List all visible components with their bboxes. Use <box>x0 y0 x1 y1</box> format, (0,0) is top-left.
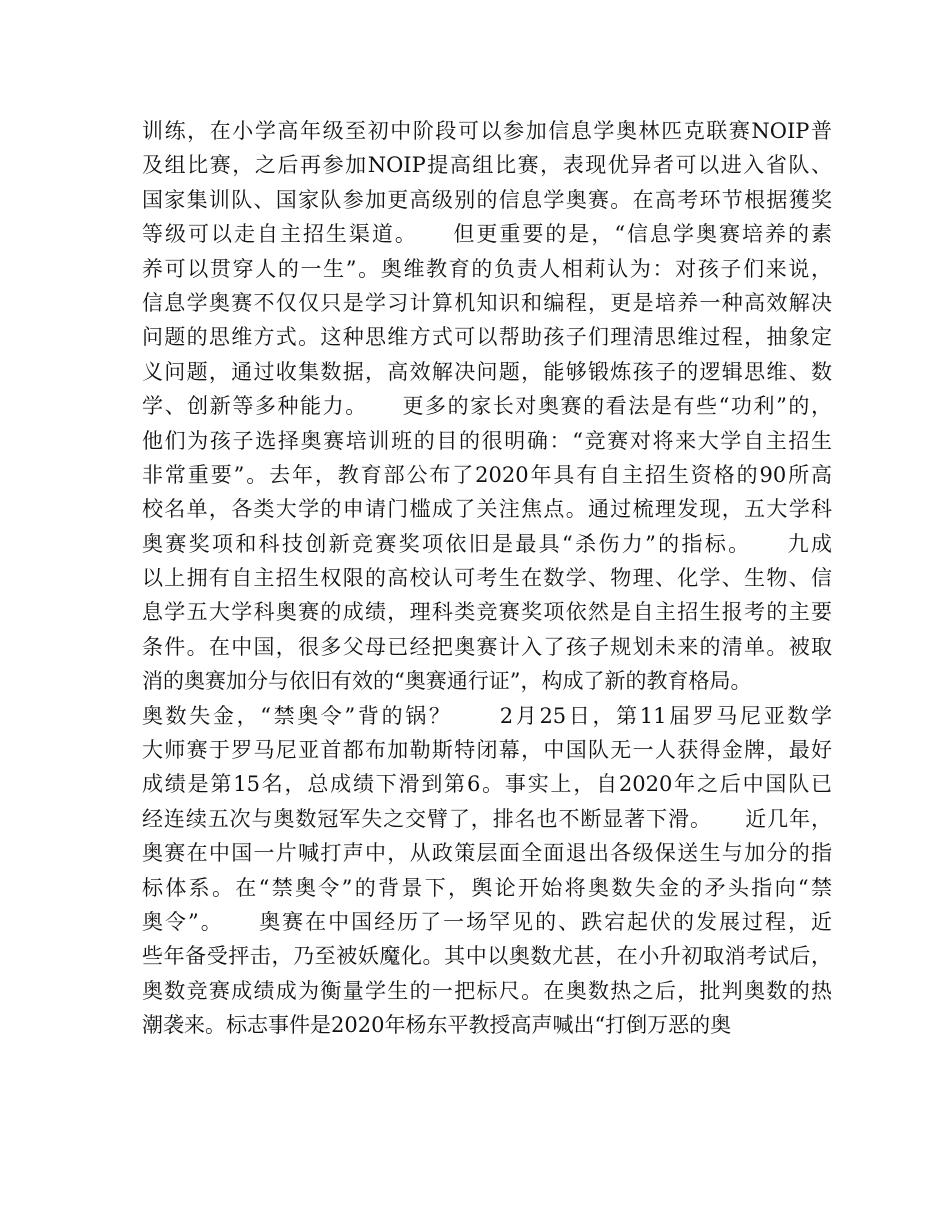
text-line: 消的奥赛加分与依旧有效的“奥赛通行证”，构成了新的教育格局。 <box>142 669 752 694</box>
text-line: 奥赛奖项和科技创新竞赛奖项依旧是最具“杀伤力”的指标。 九成 <box>142 531 832 556</box>
text-line: 潮袭来。标志事件是2020年杨东平教授高声喊出“打倒万恶的奥 <box>142 1013 732 1038</box>
text-line: 及组比赛，之后再参加NOIP提高组比赛，表现优异者可以进入省队、 <box>142 153 832 178</box>
text-line: 奥数竞赛成绩成为衡量学生的一把标尺。在奥数热之后，批判奥数的热 <box>142 978 832 1003</box>
text-line: 奥令”。 奥赛在中国经历了一场罕见的、跌宕起伏的发展过程，近 <box>142 909 832 934</box>
text-line: 息学五大学科奥赛的成绩，理科类竞赛奖项依然是自主招生报考的主要 <box>142 600 832 625</box>
text-line: 条件。在中国，很多父母已经把奥赛计入了孩子规划未来的清单。被取 <box>142 634 832 659</box>
text-line: 标体系。在“禁奥令”的背景下，舆论开始将奥数失金的矛头指向“禁 <box>142 875 832 900</box>
text-line: 他们为孩子选择奥赛培训班的目的很明确：“竞赛对将来大学自主招生 <box>142 428 832 453</box>
text-line: 经连续五次与奥数冠军失之交臂了，排名也不断显著下滑。 近几年， <box>142 806 832 831</box>
text-line: 奥赛在中国一片喊打声中，从政策层面全面退出各级保送生与加分的指 <box>142 841 832 866</box>
text-line: 养可以贯穿人的一生”。奥维教育的负责人相莉认为：对孩子们来说， <box>142 256 832 281</box>
text-line: 问题的思维方式。这种思维方式可以帮助孩子们理清思维过程，抽象定 <box>142 325 832 350</box>
text-line: 校名单，各类大学的申请门槛成了关注焦点。通过梳理发现，五大学科 <box>142 497 832 522</box>
text-line: 训练，在小学高年级至初中阶段可以参加信息学奥林匹克联赛NOIP普 <box>142 119 832 143</box>
text-line: 国家集训队、国家队参加更高级别的信息学奥赛。在高考环节根据獲奖 <box>142 187 832 212</box>
text-line: 学、创新等多种能力。 更多的家长对奥赛的看法是有些“功利”的， <box>142 394 832 419</box>
text-line: 等级可以走自主招生渠道。 但更重要的是，“信息学奥赛培养的素 <box>142 222 832 247</box>
body-text <box>142 114 832 1043</box>
text-line: 奥数失金，“禁奥令”背的锅？ 2月25日，第11届罗马尼亚数学 <box>142 703 832 728</box>
text-line: 些年备受抨击，乃至被妖魔化。其中以奥数尤甚，在小升初取消考试后， <box>142 944 832 969</box>
text-line: 成绩是第15名，总成绩下滑到第6。事实上，自2020年之后中国队已 <box>142 772 832 797</box>
text-line: 义问题，通过收集数据，高效解决问题，能够锻炼孩子的逻辑思维、数 <box>142 359 832 384</box>
text-line: 以上拥有自主招生权限的高校认可考生在数学、物理、化学、生物、信 <box>142 566 832 591</box>
text-line: 非常重要”。去年，教育部公布了2020年具有自主招生资格的90所高 <box>142 462 832 487</box>
text-line: 大师赛于罗马尼亚首都布加勒斯特闭幕，中国队无一人获得金牌，最好 <box>142 738 832 763</box>
text-line: 信息学奥赛不仅仅只是学习计算机知识和编程，更是培养一种高效解决 <box>142 290 832 315</box>
